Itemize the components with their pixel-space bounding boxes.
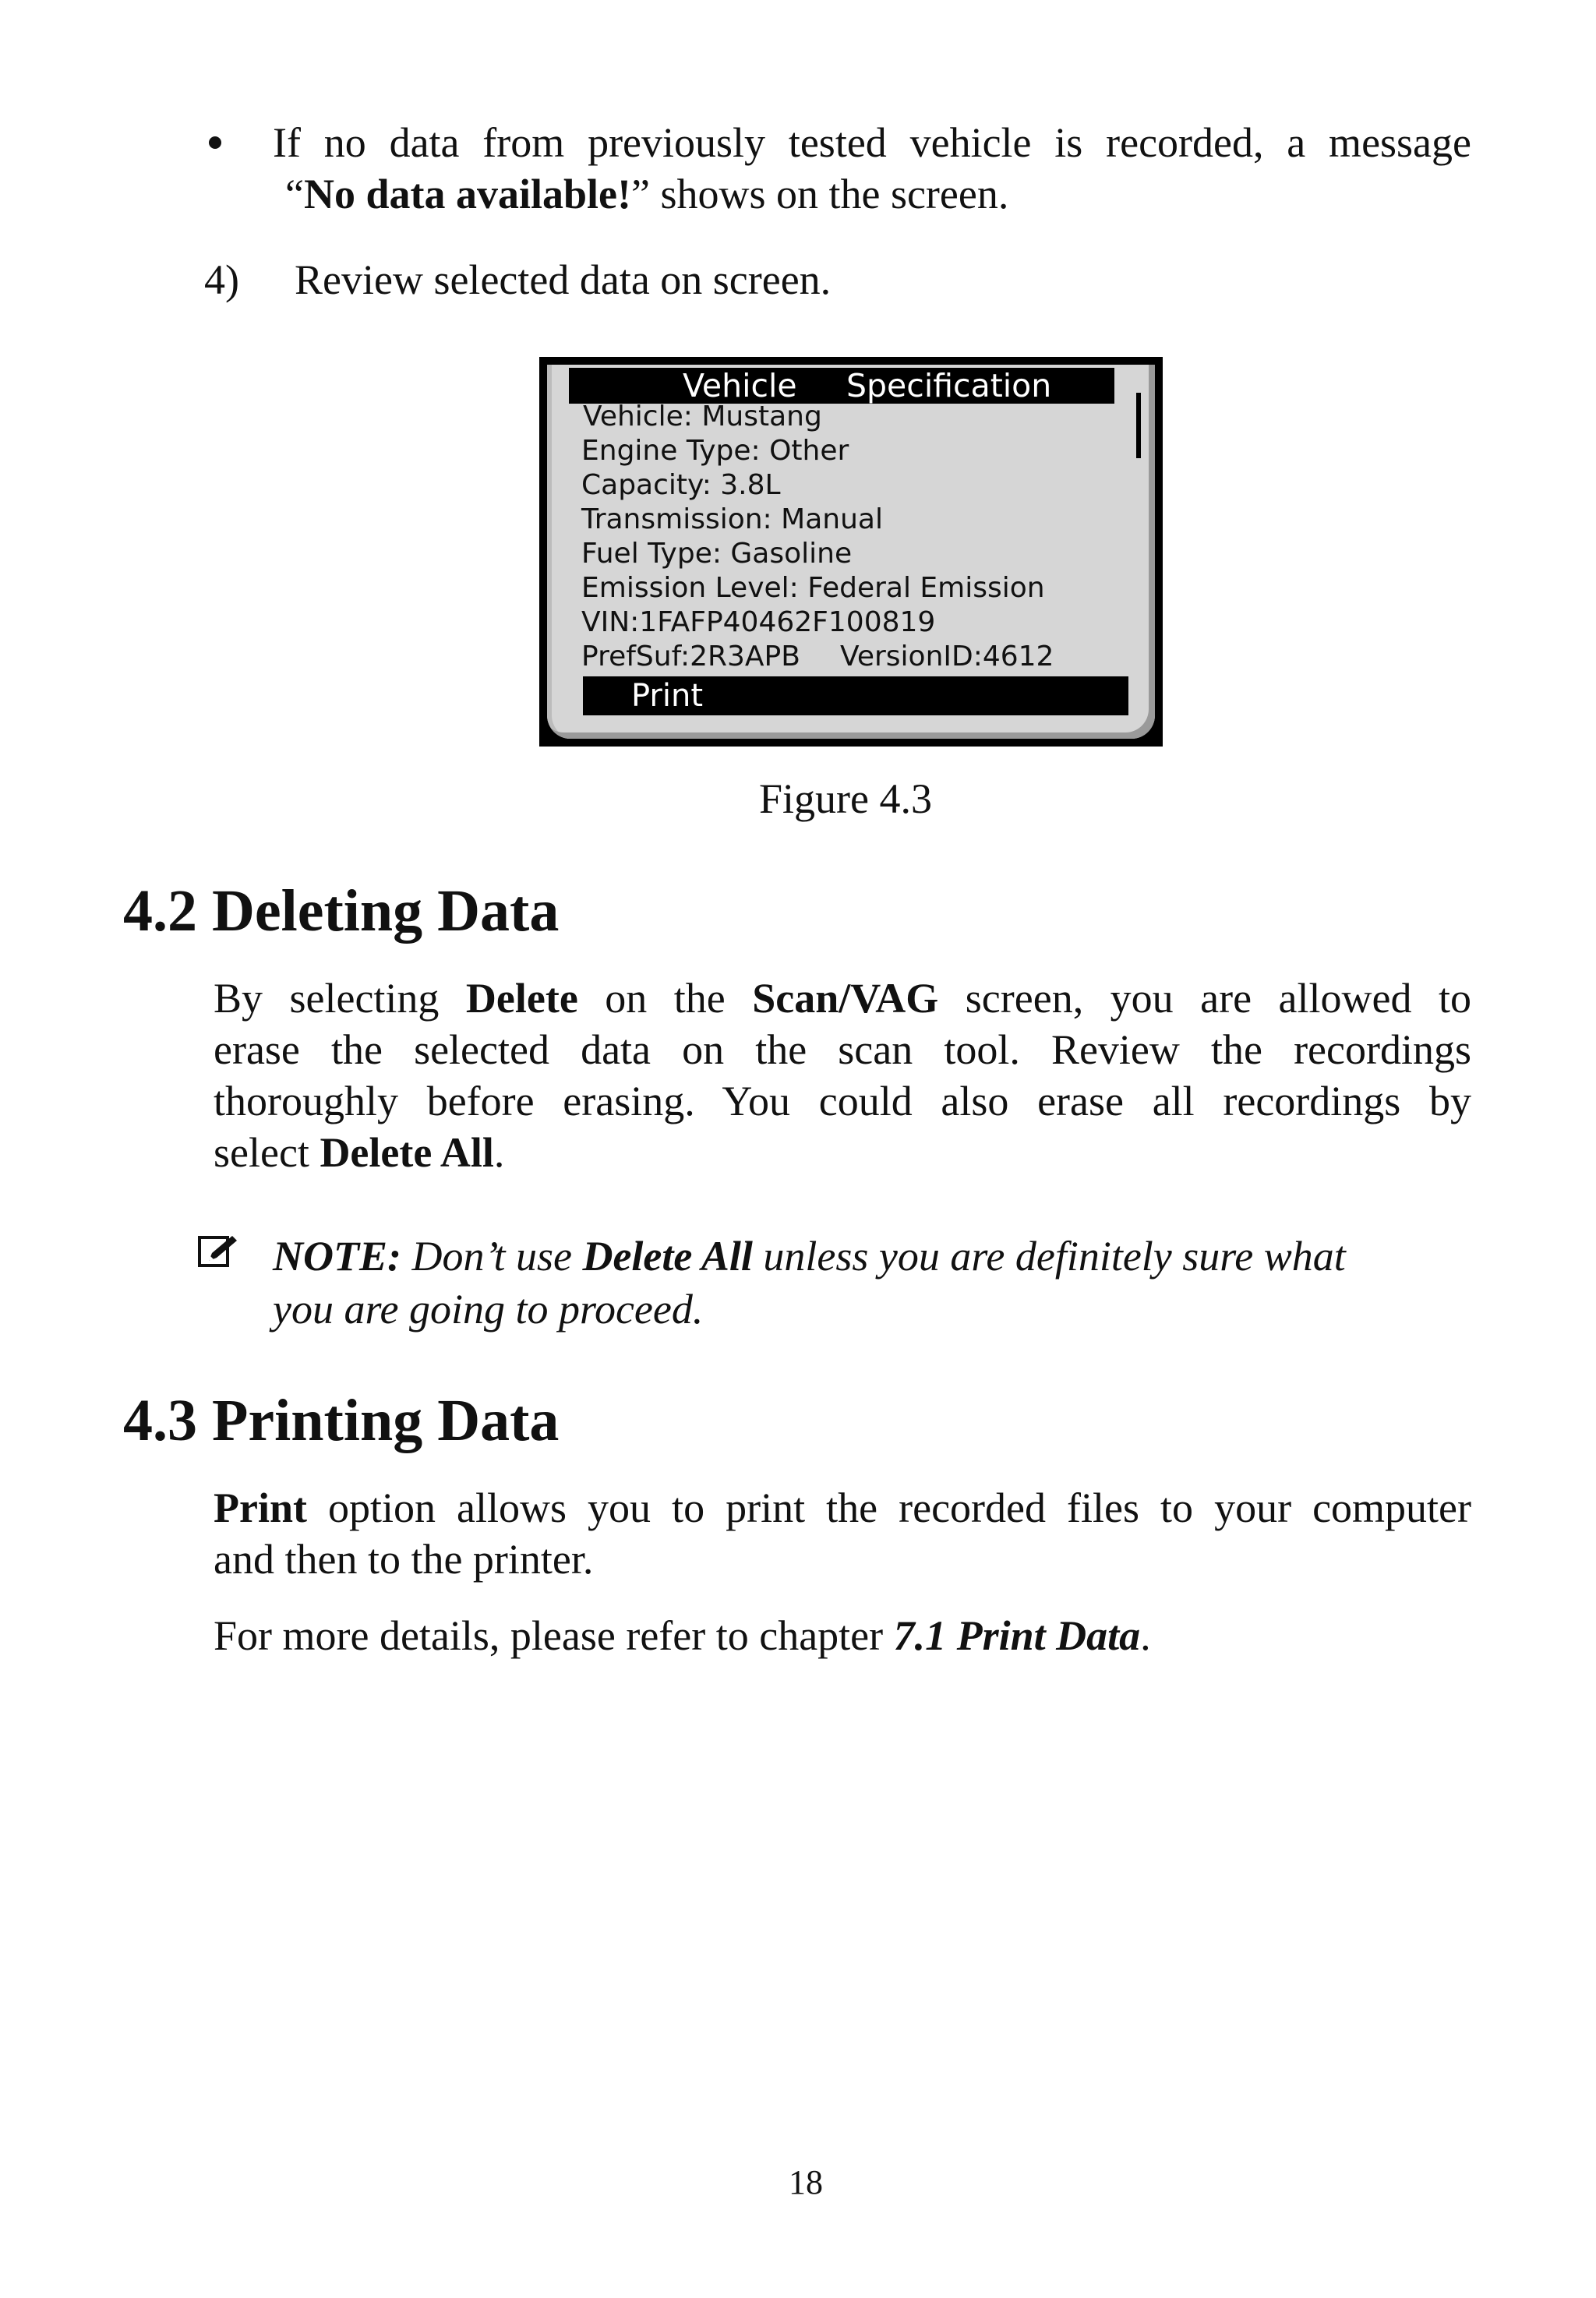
step-number: 4) xyxy=(204,256,239,303)
screen-title-bar xyxy=(569,368,1114,404)
device-screen-figure xyxy=(539,357,1163,747)
note-pencil-icon xyxy=(198,1234,238,1269)
note-label: NOTE: xyxy=(273,1233,401,1280)
step-4 xyxy=(204,254,239,305)
screen-title-left: Vehicle xyxy=(683,367,797,404)
print-label: Print xyxy=(631,678,704,714)
p43-line-2: and then to the printer. xyxy=(214,1536,594,1583)
section-4-3-paragraph-1 xyxy=(214,1482,1471,1585)
section-4-2-paragraph xyxy=(214,973,1471,1178)
chapter-reference: 7.1 Print Data xyxy=(893,1612,1141,1659)
p43-line-1: Print option allows you to print the recorded files to your computer xyxy=(214,1484,1471,1531)
row-vehicle: Vehicle: Mustang xyxy=(583,401,822,432)
print-menu-item[interactable] xyxy=(583,676,1128,715)
note-line-2: you are going to proceed. xyxy=(273,1286,704,1333)
p-line-3: thoroughly before erasing. You could also erase all recordings by xyxy=(214,1078,1471,1124)
row-prefsuf: PrefSuf:2R3APB xyxy=(581,641,800,672)
bullet-paragraph xyxy=(273,117,1471,220)
row-fuel-type: Fuel Type: Gasoline xyxy=(581,538,853,570)
row-transmission: Transmission: Manual xyxy=(581,503,883,535)
row-capacity: Capacity: 3.8L xyxy=(581,469,781,501)
bullet-line-1: If no data from previously tested vehicle is recorded, a message xyxy=(273,119,1471,166)
row-engine-type: Engine Type: Other xyxy=(581,435,849,467)
row-vin: VIN:1FAFP40462F100819 xyxy=(581,606,936,638)
section-4-3-heading: 4.3 Printing Data xyxy=(123,1388,560,1453)
screen-title-right: Specification xyxy=(846,367,1052,404)
row-version-id: VersionID:4612 xyxy=(840,641,1054,672)
p-line-4: select Delete All. xyxy=(214,1129,505,1176)
p-line-1: By selecting Delete on the Scan/VAG screen, you are allowed to xyxy=(214,975,1471,1022)
section-4-2-heading: 4.2 Deleting Data xyxy=(123,878,560,944)
device-screen-panel xyxy=(547,365,1155,739)
figure-caption: Figure 4.3 xyxy=(759,775,932,822)
bullet-line-2: “No data available!” shows on the screen. xyxy=(285,171,1009,217)
scrollbar[interactable] xyxy=(1136,393,1141,458)
no-data-message: No data available! xyxy=(303,171,631,217)
row-emission-level: Emission Level: Federal Emission xyxy=(581,572,1045,604)
note-line-1: NOTE: Don’t use Delete All unless you are definitely sure what xyxy=(273,1233,1346,1280)
p-line-2: erase the selected data on the scan tool. Review the recordings xyxy=(214,1026,1471,1073)
step-4-text: Review selected data on screen. xyxy=(295,256,832,303)
bullet-dot xyxy=(209,136,221,149)
section-4-3-paragraph-2: For more details, please refer to chapter 7.1 Print Data. xyxy=(214,1612,1151,1659)
note-paragraph xyxy=(273,1230,1442,1336)
page-number: 18 xyxy=(789,2163,823,2201)
